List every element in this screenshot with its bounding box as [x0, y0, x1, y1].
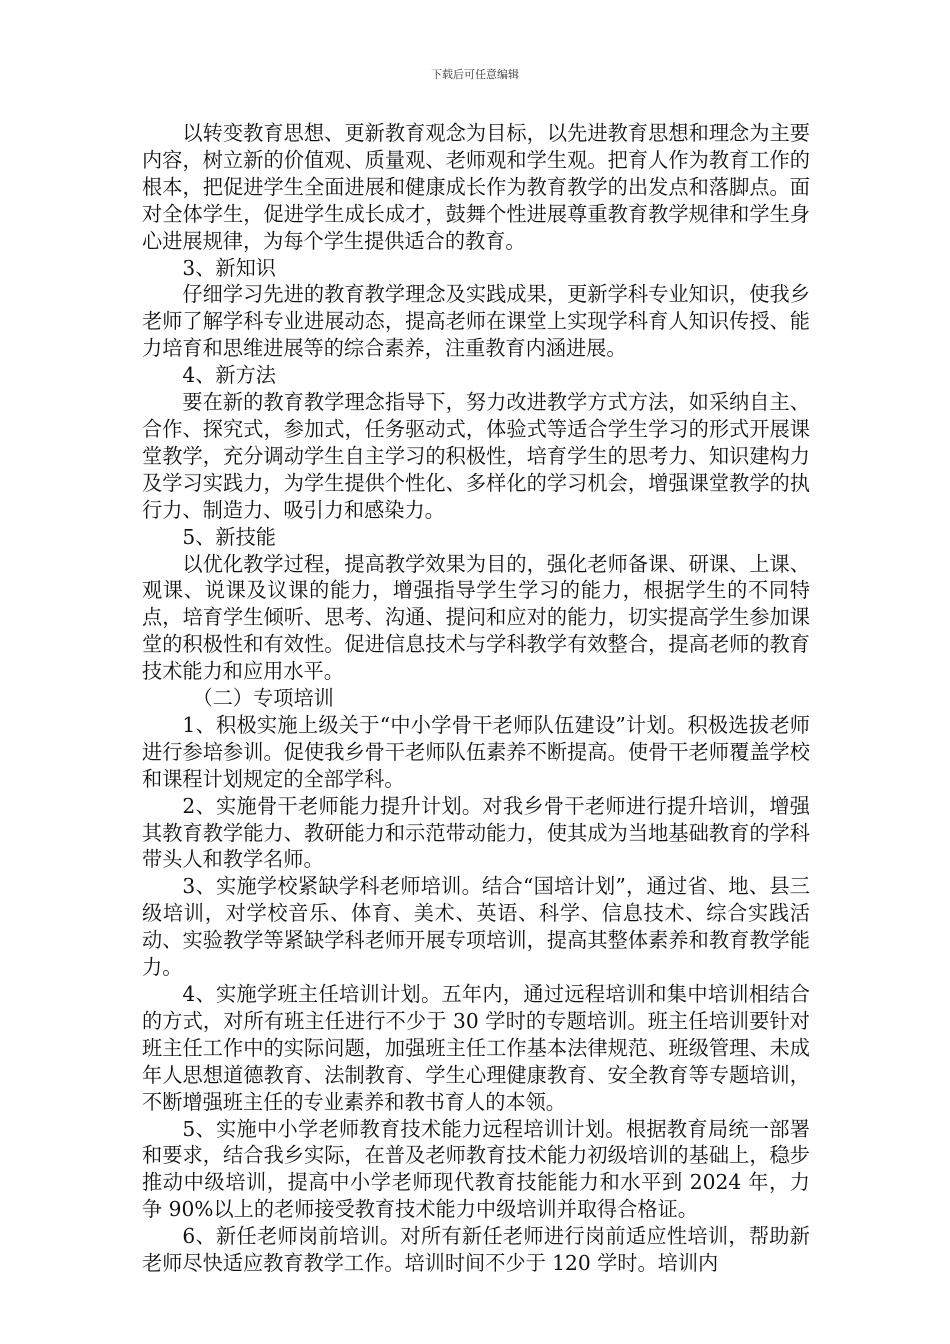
section-heading: 4、新方法	[182, 363, 276, 388]
paragraph: 仔细学习先进的教育教学理念及实践成果，更新学科专业知识，使我乡老师了解学科专业进展动态，提高老师在课堂上实现学科育人知识传授、能力培育和思维进展等的综合素养，注重教育内涵进展。	[142, 282, 810, 361]
subsection-heading: （二）专项培训	[192, 686, 334, 711]
paragraph: 5、实施中小学老师教育技术能力远程培训计划。根据教育局统一部署和要求，结合我乡实际，在普及老师教育技术能力初级培训的基础上，稳步推动中级培训，提高中小学老师现代教育技能能力和水平到 2024 年，力争 90%以上的老师接受教育技术能力中级培训并取得合格证。	[142, 1116, 810, 1222]
paragraph: 以优化教学过程，提高教学效果为目的，强化老师备课、研课、上课、观课、说课及议课的能力，增强指导学生学习的能力，根据学生的不同特点，培育学生倾听、思考、沟通、提问和应对的能力，切实提高学生参加课堂的积极性和有效性。促进信息技术与学科教学有效整合，提高老师的教育技术能力和应用水平。	[142, 551, 810, 684]
paragraph: 以转变教育思想、更新教育观念为目标，以先进教育思想和理念为主要内容，树立新的价值观、质量观、老师观和学生观。把育人作为教育工作的根本，把促进学生全面进展和健康成长作为教育教学的出发点和落脚点。面对全体学生，促进学生成长成才，鼓舞个性进展尊重教育教学规律和学生身心进展规律，为每个学生提供适合的教育。	[142, 121, 810, 253]
paragraph: 要在新的教育教学理念指导下，努力改进教学方式方法，如采纳自主、合作、探究式，参加式，任务驱动式，体验式等适合学生学习的形式开展课堂教学，充分调动学生自主学习的积极性，培育学生的思考力、知识建构力及学习实践力，为学生提供个性化、多样化的学习机会，增强课堂教学的执行力、制造力、吸引力和感染力。	[142, 390, 810, 522]
section-heading: 5、新技能	[182, 524, 276, 549]
document-body	[142, 120, 810, 1277]
section-heading: 3、新知识	[182, 255, 276, 280]
paragraph: 2、实施骨干老师能力提升计划。对我乡骨干老师进行提升培训，增强其教育教学能力、教研能力和示范带动能力，使其成为当地基础教育的学科带头人和教学名师。	[142, 793, 810, 872]
page-header: 下载后可任意编辑	[431, 68, 519, 81]
paragraph: 4、实施学班主任培训计划。五年内，通过远程培训和集中培训相结合的方式，对所有班主任进行不少于 30 学时的专题培训。班主任培训要针对班主任工作中的实际问题，加强班主任工作基本法律规范、班级管理、未成年人思想道德教育、法制教育、学生心理健康教育、安全教育等专题培训，不断增强班主任的专业素养和教书育人的本领。	[142, 982, 810, 1114]
paragraph: 3、实施学校紧缺学科老师培训。结合“国培计划”，通过省、地、县三级培训，对学校音乐、体育、美术、英语、科学、信息技术、综合实践活动、实验教学等紧缺学科老师开展专项培训，提高其整体素养和教育教学能力。	[142, 874, 810, 980]
paragraph: 1、积极实施上级关于“中小学骨干老师队伍建设”计划。积极选拔老师进行参培参训。促使我乡骨干老师队伍素养不断提高。使骨干老师覆盖学校和课程计划规定的全部学科。	[142, 712, 810, 791]
paragraph: 6、新任老师岗前培训。对所有新任老师进行岗前适应性培训，帮助新老师尽快适应教育教学工作。培训时间不少于 120 学时。培训内	[142, 1224, 810, 1276]
